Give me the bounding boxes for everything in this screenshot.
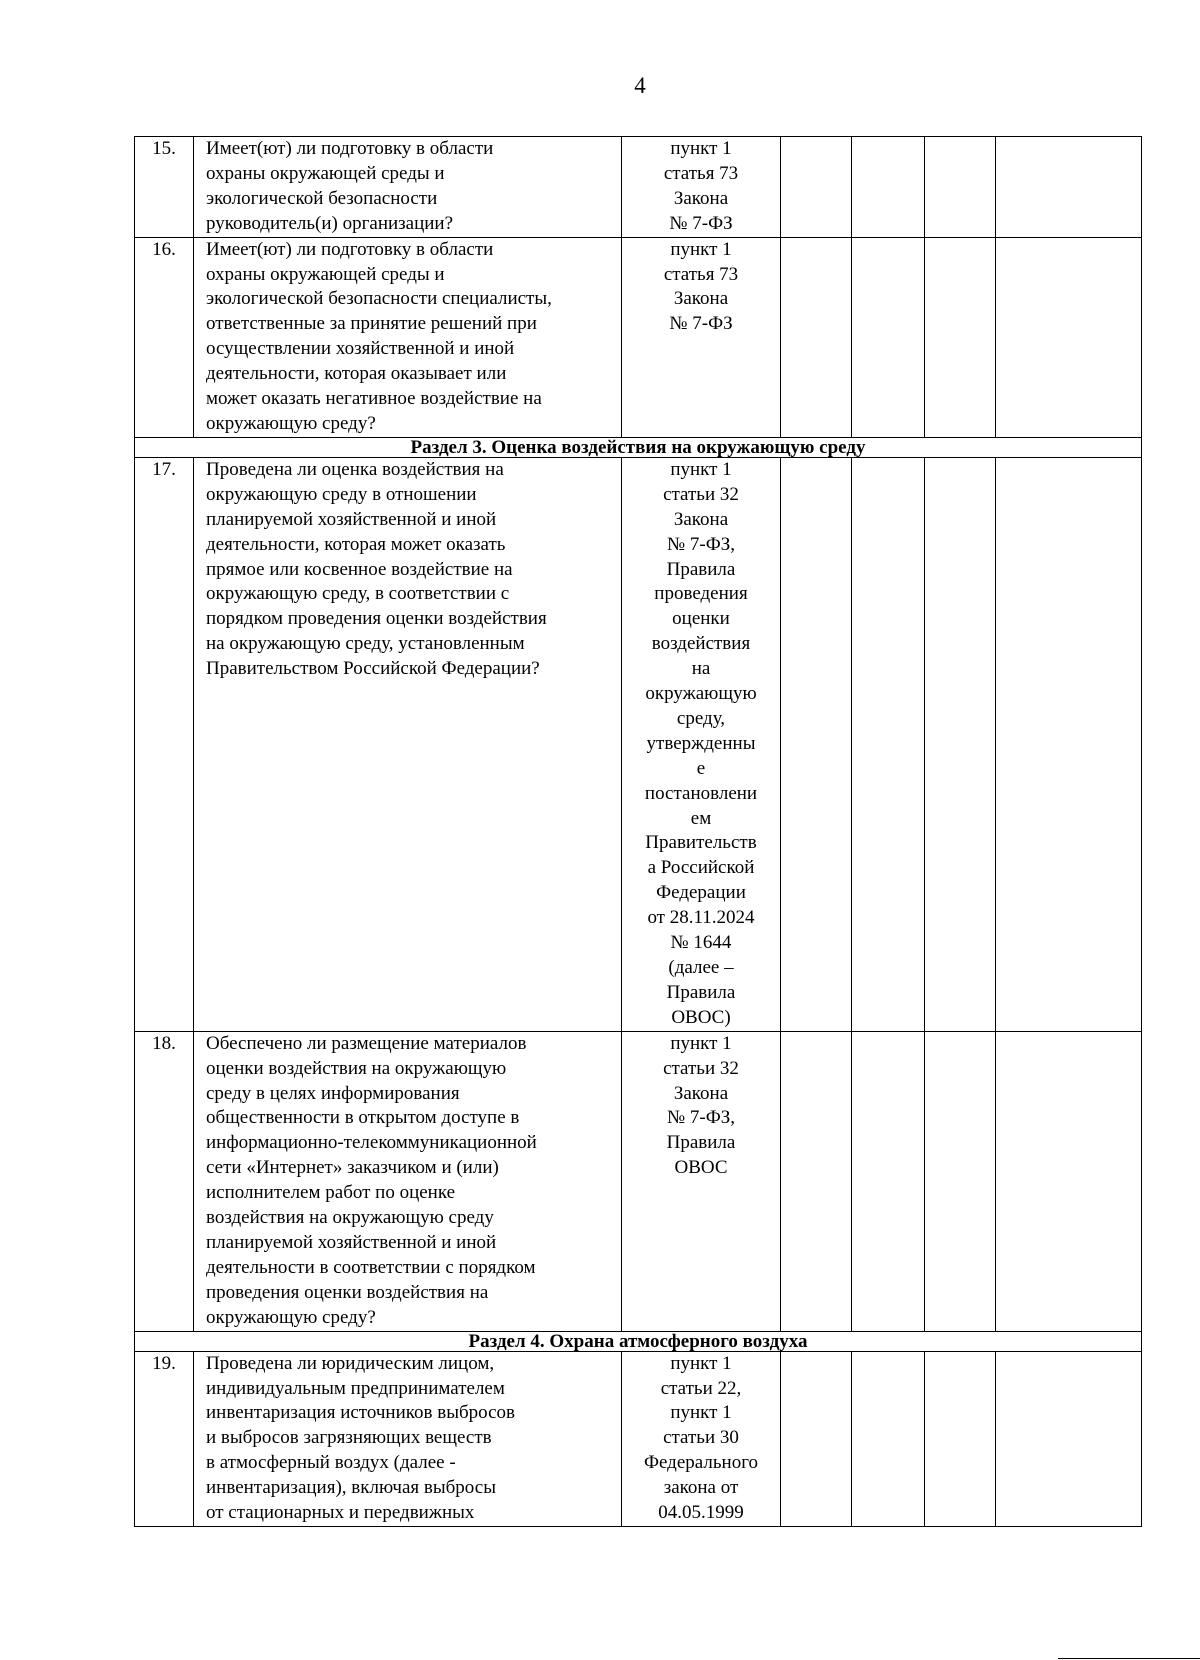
answer-cell: [781, 137, 852, 238]
checklist-body: [135, 137, 1142, 1527]
answer-cell: [996, 1031, 1142, 1331]
item-number: 15.: [135, 137, 194, 238]
item-legal-reference: пункт 1 статьи 22, пункт 1 статьи 30 Федерального закона от 04.05.1999: [622, 1351, 781, 1526]
section-header-row: [135, 1331, 1142, 1351]
item-legal-reference: пункт 1 статья 73 Закона № 7-ФЗ: [622, 137, 781, 238]
item-question: Проведена ли юридическим лицом, индивидуальным предпринимателем инвентаризация источников выбросов и выбросов загрязняющих веществ в атмосферный воздух (далее - инвентаризация), включая выбросы от стационарных и передвижных: [194, 1351, 622, 1526]
item-question: Имеет(ют) ли подготовку в области охраны окружающей среды и экологической безопасности специалисты, ответственные за принятие решений при осуществлении хозяйственной и иной деятельности, которая оказывает или может оказать негативное воздействие на окружающую среду?: [194, 237, 622, 437]
checklist-item-row: [135, 1351, 1142, 1526]
section-title: Раздел 4. Охрана атмосферного воздуха: [135, 1331, 1142, 1351]
answer-cell: [996, 1351, 1142, 1526]
footer-rule: [1058, 1658, 1200, 1659]
checklist-item-row: [135, 137, 1142, 238]
answer-cell: [925, 457, 996, 1031]
answer-cell: [925, 237, 996, 437]
answer-cell: [996, 237, 1142, 437]
item-number: 18.: [135, 1031, 194, 1331]
answer-cell: [852, 237, 925, 437]
answer-cell: [852, 1031, 925, 1331]
item-number: 19.: [135, 1351, 194, 1526]
checklist-item-row: [135, 1031, 1142, 1331]
answer-cell: [852, 137, 925, 238]
answer-cell: [925, 1031, 996, 1331]
item-legal-reference: пункт 1 статьи 32 Закона № 7-ФЗ, Правила проведения оценки воздействия на окружающую среду, утвержденны е постановлени ем Правительств а Российской Федерации от 28.11.2024 № 1644 (далее – Правила ОВОС): [622, 457, 781, 1031]
answer-cell: [925, 1351, 996, 1526]
item-legal-reference: пункт 1 статья 73 Закона № 7-ФЗ: [622, 237, 781, 437]
item-question: Обеспечено ли размещение материалов оценки воздействия на окружающую среду в целях информирования общественности в открытом доступе в информационно-телекоммуникационной сети «Интернет» заказчиком и (или) исполнителем работ по оценке воздействия на окружающую среду планируемой хозяйственной и иной деятельности в соответствии с порядком проведения оценки воздействия на окружающую среду?: [194, 1031, 622, 1331]
checklist-item-row: [135, 457, 1142, 1031]
item-number: 16.: [135, 237, 194, 437]
page-number: 4: [634, 73, 646, 98]
section-header-row: [135, 437, 1142, 457]
answer-cell: [996, 137, 1142, 238]
answer-cell: [781, 1351, 852, 1526]
answer-cell: [925, 137, 996, 238]
section-title: Раздел 3. Оценка воздействия на окружающую среду: [135, 437, 1142, 457]
answer-cell: [996, 457, 1142, 1031]
answer-cell: [852, 1351, 925, 1526]
answer-cell: [781, 1031, 852, 1331]
answer-cell: [781, 457, 852, 1031]
checklist-table: [134, 136, 1142, 1527]
answer-cell: [852, 457, 925, 1031]
item-question: Проведена ли оценка воздействия на окружающую среду в отношении планируемой хозяйственной и иной деятельности, которая может оказать прямое или косвенное воздействие на окружающую среду, в соответствии с порядком проведения оценки воздействия на окружающую среду, установленным Правительством Российской Федерации?: [194, 457, 622, 1031]
item-question: Имеет(ют) ли подготовку в области охраны окружающей среды и экологической безопасности руководитель(и) организации?: [194, 137, 622, 238]
answer-cell: [781, 237, 852, 437]
checklist-item-row: [135, 237, 1142, 437]
item-legal-reference: пункт 1 статьи 32 Закона № 7-ФЗ, Правила ОВОС: [622, 1031, 781, 1331]
item-number: 17.: [135, 457, 194, 1031]
